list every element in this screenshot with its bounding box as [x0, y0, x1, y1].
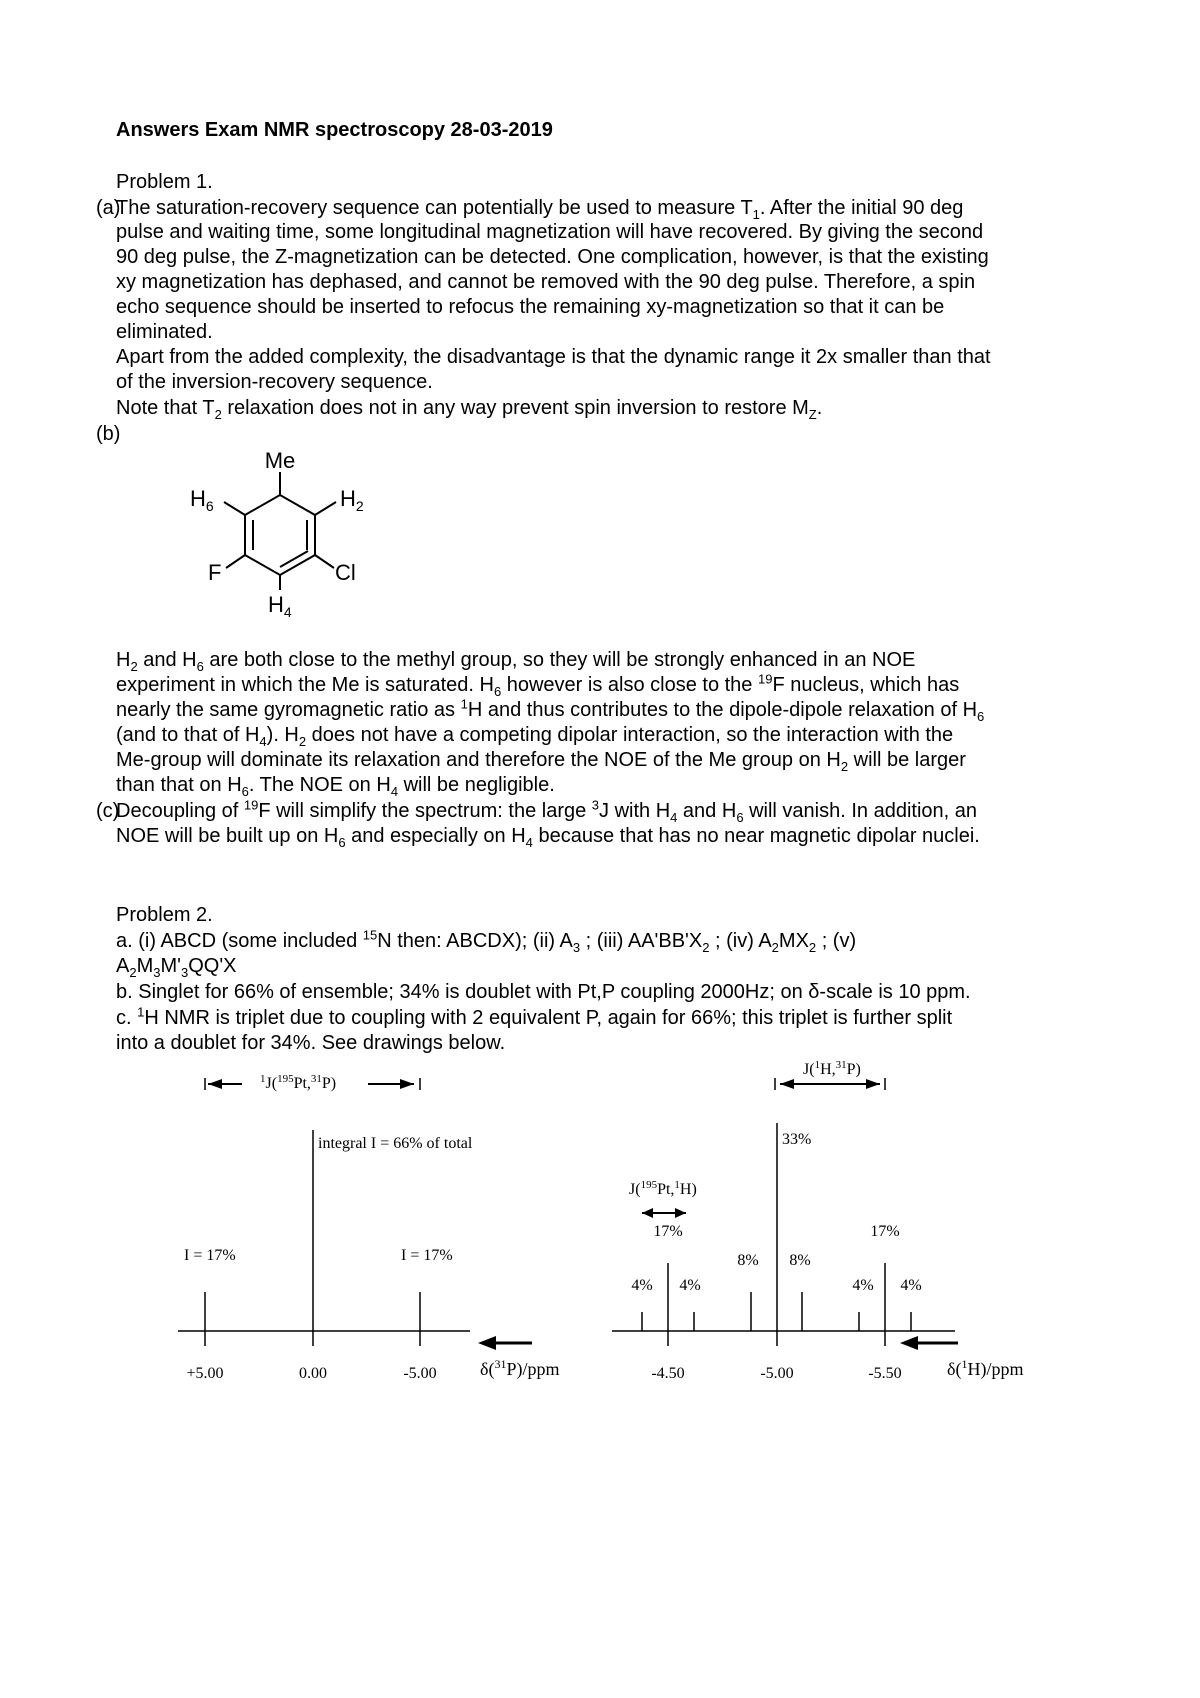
- problem1-b-line-6: than that on $H_6$. The NOE on $H_4$ will be negligible.: [116, 774, 555, 799]
- h1-tick-label: -5.00: [760, 1365, 794, 1382]
- problem1-a-line-3: 90 deg pulse, the Z-magnetization can be detected. One complication, however, is that the existing: [116, 246, 989, 268]
- h1-spectrum: [600, 1060, 1050, 1400]
- problem1-b-line-3: nearly the same gyromagnetic ratio as $^1$H and thus contributes to the dipole-dipole relaxation of $H_6$: [116, 696, 985, 724]
- problem1-a-line-8: of the inversion-recovery sequence.: [116, 371, 433, 393]
- p31-left-label: I = 17%: [184, 1247, 236, 1264]
- problem1-a-line-5: echo sequence should be inserted to refocus the remaining xy-magnetization so that it can be: [116, 296, 945, 318]
- problem2-b-line: b. Singlet for 66% of ensemble; 34% is doublet with Pt,P coupling 2000Hz; on δ-scale is 10 ppm.: [116, 981, 971, 1003]
- problem1-heading: Problem 1.: [116, 171, 213, 193]
- problem2-heading: Problem 2.: [116, 904, 213, 926]
- h1-pct-8: 8%: [737, 1252, 759, 1269]
- p31-tick-label: +5.00: [186, 1365, 224, 1382]
- p31-axis-label: δ($^{31}$P)/ppm: [480, 1357, 560, 1379]
- h1-pct-4: 4%: [679, 1277, 701, 1294]
- p31-coupling-label: $^1$J($^{195}$Pt,$^{31}$P): [260, 1073, 337, 1092]
- problem1-a-line-7: Apart from the added complexity, the disadvantage is that the dynamic range it 2x smaller than that: [116, 346, 991, 368]
- benzene-structure: [180, 440, 380, 620]
- problem1-c-line-2: NOE will be built up on $H_6$ and especially on $H_4$ because that has no near magnetic dipolar nuclei.: [116, 825, 980, 850]
- h1-pct-4: 4%: [852, 1277, 874, 1294]
- h1-jpth-label: J($^{195}$Pt,$^1$H): [629, 1179, 697, 1198]
- struct-h4: $H_4$: [268, 592, 292, 620]
- problem1-a-line-4: xy magnetization has dephased, and cannot be removed with the 90 deg pulse. Therefore, a spin: [116, 271, 976, 293]
- problem1-a-line-6: eliminated.: [116, 321, 213, 343]
- exam-title: Answers Exam NMR spectroscopy 28-03-2019: [116, 119, 553, 141]
- h1-pct-17: 17%: [653, 1223, 683, 1240]
- p31-spectrum: [150, 1060, 600, 1400]
- h1-pct-17: 17%: [870, 1223, 900, 1240]
- problem1-c-line-1: Decoupling of $^{19}$F will simplify the spectrum: the large $^3$J with $H_4$ and $H_6$ will vanish. In addition, an: [116, 797, 978, 825]
- problem2-c-line-2: into a doublet for 34%. See drawings below.: [116, 1032, 506, 1054]
- struct-cl: Cl: [335, 560, 356, 585]
- problem1-a-marker: (a): [96, 197, 121, 219]
- struct-me: Me: [264, 448, 296, 473]
- p31-right-label: I = 17%: [401, 1247, 453, 1264]
- problem1-b-line-2: experiment in which the Me is saturated. $H_6$ however is also close to the $^{19}$F nucleus, which has: [116, 671, 960, 699]
- struct-f: F: [208, 560, 222, 585]
- h1-pct-33: 33%: [782, 1131, 812, 1148]
- h1-axis-label: δ($^1$H)/ppm: [947, 1357, 1024, 1379]
- p31-tick-label: 0.00: [299, 1365, 327, 1382]
- h1-pct-4: 4%: [631, 1277, 653, 1294]
- problem1-b-line-5: Me-group will dominate its relaxation and therefore the NOE of the Me group on $H_2$ will be larger: [116, 749, 966, 774]
- struct-h6: $H_6$: [190, 486, 214, 514]
- h1-jph-label: J($^1$H,$^{31}$P): [803, 1060, 861, 1078]
- p31-integral-label: integral I = 66% of total: [318, 1135, 473, 1152]
- problem1-a-note: Note that $T_2$ relaxation does not in any way prevent spin inversion to restore $M_Z$.: [116, 397, 823, 422]
- h1-tick-label: -5.50: [868, 1365, 902, 1382]
- problem1-a-line-2: pulse and waiting time, some longitudinal magnetization will have recovered. By giving the second: [116, 221, 984, 243]
- problem2-a-line-2: $A_2M_3M'_3QQ'X$: [116, 955, 237, 980]
- problem1-b-line-1: $H_2$ and $H_6$ are both close to the methyl group, so they will be strongly enhanced in an NOE: [116, 649, 916, 674]
- h1-pct-4: 4%: [900, 1277, 922, 1294]
- problem1-b-marker: (b): [96, 423, 121, 445]
- h1-tick-label: -4.50: [651, 1365, 685, 1382]
- problem2-c-line-1: c. $^1$H NMR is triplet due to coupling with 2 equivalent P, again for 66%; this triplet is further split: [116, 1004, 953, 1029]
- problem1-b-line-4: (and to that of $H_4$). $H_2$ does not have a competing dipolar interaction, so the interaction with the: [116, 724, 954, 749]
- problem1-c-marker: (c): [96, 800, 120, 822]
- p31-tick-label: -5.00: [403, 1365, 437, 1382]
- struct-h2: $H_2$: [340, 486, 364, 514]
- h1-pct-8: 8%: [789, 1252, 811, 1269]
- problem2-a-line-1: a. (i) ABCD (some included $^{15}$N then: ABCDX); (ii) $A_3$ ; (iii) $AA'BB'X_2$ ; (iv) $A_2MX_2$ ; (v): [116, 927, 857, 955]
- problem1-a-line-1: The saturation-recovery sequence can potentially be used to measure $T_1$. After the initial 90 deg: [116, 197, 964, 222]
